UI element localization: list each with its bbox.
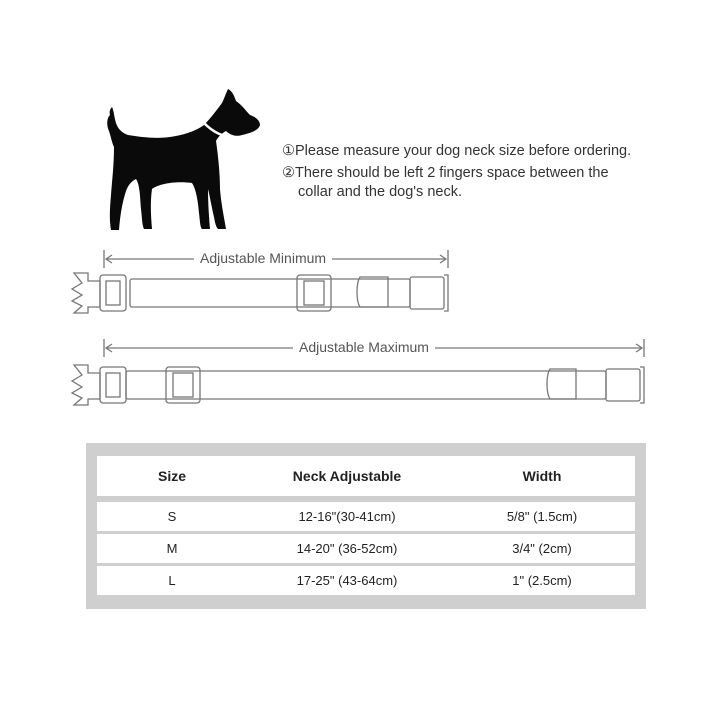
cell-neck: 12-16"(30-41cm) xyxy=(298,509,396,524)
adjustable-minimum-label: Adjustable Minimum xyxy=(194,250,332,266)
cell-neck: 14-20" (36-52cm) xyxy=(296,541,398,556)
cell-width: 5/8" (1.5cm) xyxy=(506,509,578,524)
cell-size: S xyxy=(167,509,177,524)
cell-neck: 17-25" (43-64cm) xyxy=(296,573,398,588)
cell-width: 1" (2.5cm) xyxy=(512,573,572,588)
size-table xyxy=(86,443,646,609)
header-width: Width xyxy=(522,468,562,484)
table-row xyxy=(97,502,635,531)
instruction-measure: ①Please measure your dog neck size before ordering. xyxy=(282,143,632,159)
table-header-row xyxy=(97,456,635,496)
table-row xyxy=(97,566,635,595)
cell-size: M xyxy=(166,541,178,556)
cell-size: L xyxy=(168,573,176,588)
header-size: Size xyxy=(157,468,186,484)
instruction-fingers-cont: collar and the dog's neck. xyxy=(298,184,462,200)
adjustable-maximum-label: Adjustable Maximum xyxy=(293,339,435,355)
cell-width: 3/4" (2cm) xyxy=(512,541,572,556)
dog-silhouette-icon xyxy=(100,85,265,235)
table-row xyxy=(97,534,635,563)
instruction-fingers: ②There should be left 2 fingers space between the xyxy=(282,165,609,181)
header-neck-adjustable: Neck Adjustable xyxy=(292,468,402,484)
